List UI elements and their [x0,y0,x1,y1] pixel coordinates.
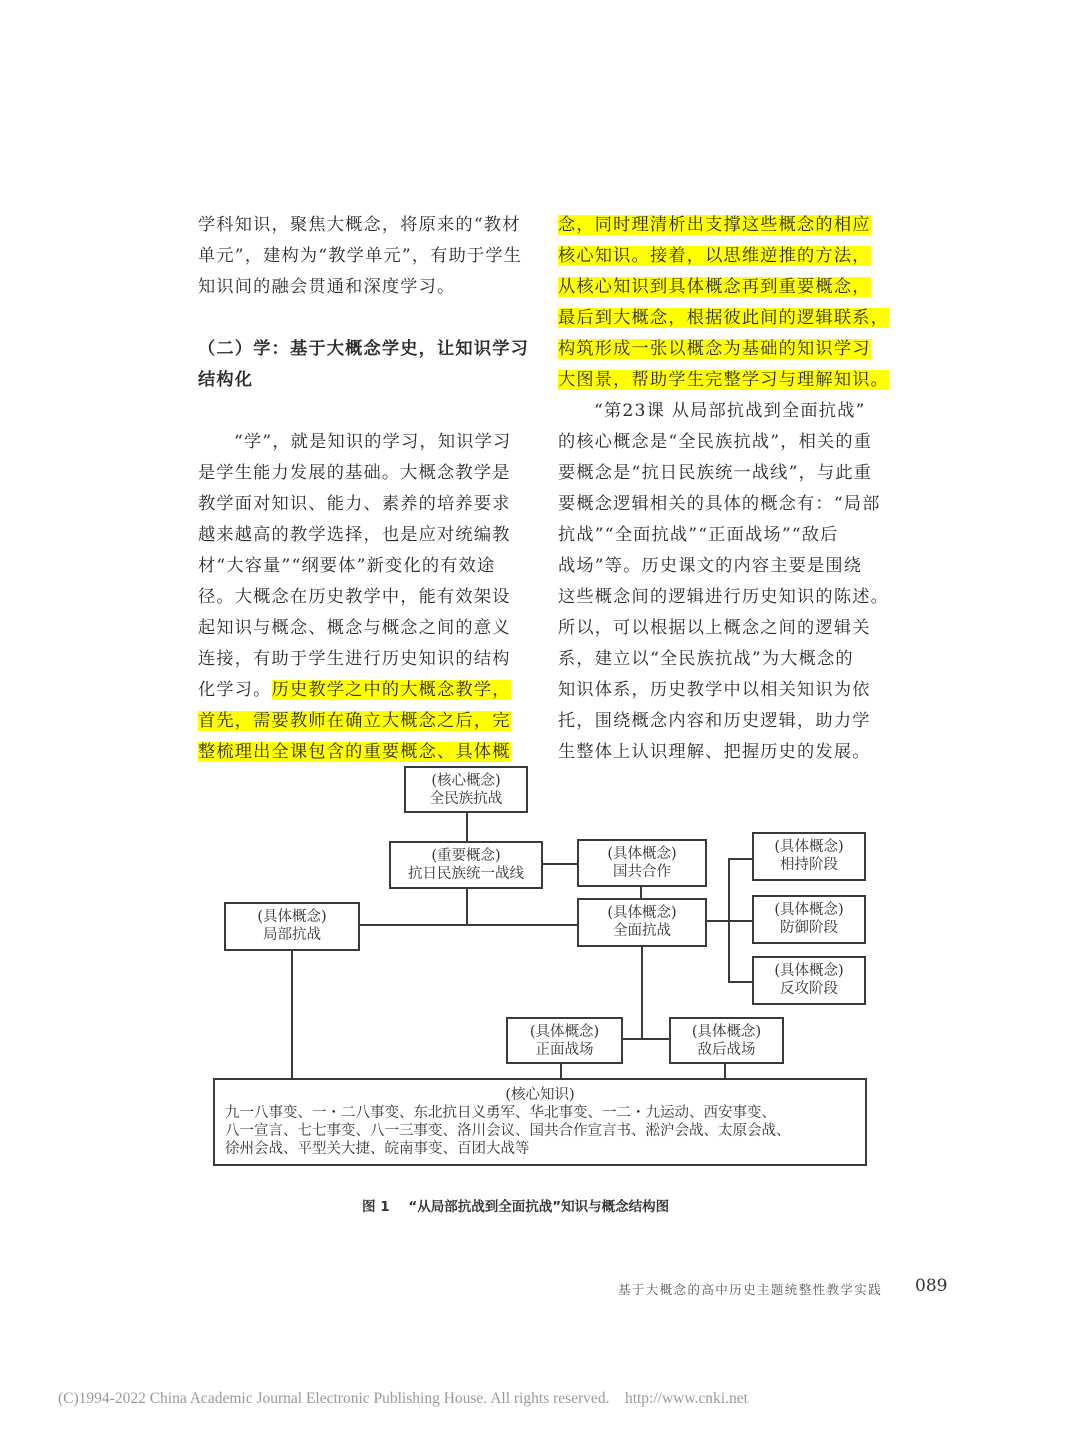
text-line: 的核心概念是“全民族抗战”，相关的重 [558,432,873,452]
text-line: 系，建立以“全民族抗战”为大概念的 [558,649,854,669]
node-jubu-kangzhan [224,902,360,951]
text-line: 生整体上认识理解、把握历史的发展。 [558,742,871,762]
connector-line [466,888,468,926]
text-line: 起知识与概念、概念与概念之间的意义 [198,618,511,638]
node-label: 抗日民族统一战线 [408,866,524,882]
node-gongchan-hezuo [577,839,707,887]
connector-line [728,981,753,983]
node-type: (具体概念) [257,909,327,925]
node-type: (具体概念) [774,839,844,855]
connector-line [291,950,293,1080]
highlighted-text: 大图景，帮助学生完整学习与理解知识。 [558,370,889,390]
section-heading: （二）学：基于大概念学史，让知识学习 [198,339,529,359]
node-label: 防御阶段 [780,920,838,936]
node-label: 敌后战场 [697,1042,756,1058]
running-title: 基于大概念的高中历史主题统整性教学实践 [618,1282,883,1297]
connector-line [640,886,642,898]
highlighted-text: 整梳理出全课包含的重要概念、具体概 [198,742,511,762]
connector-line [542,863,578,865]
text-line: 连接，有助于学生进行历史知识的结构 [198,649,511,669]
node-type: (重要概念) [431,848,501,864]
highlighted-text: 构筑形成一张以概念为基础的知识学习 [558,339,871,359]
text-line [558,241,893,272]
section-heading: 结构化 [198,370,254,390]
text-line: “第23课 从局部抗战到全面抗战” [594,401,866,421]
spacer [198,396,533,427]
node-type: (具体概念) [774,963,844,979]
text-line: 战场”等。历史课文的内容主要是围绕 [558,556,863,576]
text-line: “学”，就是知识的学习，知识学习 [234,432,512,452]
connector-line [622,1038,670,1040]
spacer [198,303,533,334]
text-line-mixed [198,675,533,706]
text-line: 要概念是“抗日民族统一战线”，与此重 [558,463,873,483]
highlighted-text: 从核心知识到具体概念再到重要概念， [558,277,871,297]
text-line [558,210,893,241]
node-quanmian-kangzhan [577,898,707,947]
node-type: (核心概念) [431,773,501,789]
connector-line [641,946,643,1038]
connector-line [359,924,578,926]
figure-caption: 图 1 “从局部抗战到全面抗战”知识与概念结构图 [362,1199,670,1215]
node-type: (具体概念) [607,846,677,862]
left-column [198,210,533,768]
connector-line [728,858,753,860]
highlighted-text: 首先，需要教师在确立大概念之后，完 [198,711,511,731]
text-line [198,706,533,737]
knowledge-line: 徐州会战、平型关大捷、皖南事变、百团大战等 [225,1141,530,1157]
node-label: 全民族抗战 [429,791,503,807]
node-label: 正面战场 [535,1042,594,1058]
node-type: (具体概念) [691,1024,762,1040]
text-line: 知识体系，历史教学中以相关知识为依 [558,680,871,700]
text-line [558,334,893,365]
text-line [558,272,893,303]
connector-line [466,812,468,842]
text-line: 学科知识，聚焦大概念，将原来的“教材 [198,215,521,235]
node-important-concept [389,841,543,889]
node-core-knowledge [213,1078,867,1166]
node-zhengmian-zhanchang [506,1017,623,1064]
node-label: 全面抗战 [613,923,671,939]
node-type: (具体概念) [774,902,844,918]
text-line: 这些概念间的逻辑进行历史知识的陈述。 [558,587,889,607]
node-core-concept [404,766,528,813]
text-line: 材“大容量”“纲要体”新变化的有效途 [198,556,496,576]
node-fangyu-jieduan [752,895,866,944]
text-line: 要概念逻辑相关的具体的概念有：“局部 [558,494,881,514]
highlighted-text: 核心知识。接着，以思维逆推的方法， [558,246,871,266]
text-line: 径。大概念在历史教学中，能有效架设 [198,587,511,607]
node-dihou-zhanchang [669,1017,784,1064]
node-label: 反攻阶段 [780,981,838,997]
text-line: 越来越高的教学选择，也是应对统编教 [198,525,511,545]
text-line: 教学面对知识、能力、素养的培养要求 [198,494,511,514]
text-line: 抗战”“全面抗战”“正面战场”“敌后 [558,525,839,545]
knowledge-line: 九一八事变、一・二八事变、东北抗日义勇军、华北事变、一二・九运动、西安事变、 [225,1105,776,1121]
text-line: 知识间的融会贯通和深度学习。 [198,277,456,297]
connector-line [724,1062,726,1079]
text-line: 托，围绕概念内容和历史逻辑，助力学 [558,711,871,731]
node-type: (具体概念) [607,905,677,921]
node-xiangchi-jieduan [752,832,866,881]
plain-text: 化学习。 [198,680,272,700]
connector-line [560,1062,562,1079]
node-type: (核心知识) [505,1087,575,1103]
node-label: 局部抗战 [263,927,321,943]
text-line: 所以，可以根据以上概念之间的逻辑关 [558,618,871,638]
text-line [558,365,893,396]
highlighted-text: 念，同时理清析出支撑这些概念的相应 [558,215,871,235]
highlighted-text: 最后到大概念，根据彼此间的逻辑联系， [558,308,889,328]
text-line [558,303,893,334]
text-line: 是学生能力发展的基础。大概念教学是 [198,463,511,483]
node-type: (具体概念) [529,1024,600,1040]
page-number: 089 [915,1276,948,1296]
connector-line [706,920,753,922]
text-line [198,737,533,768]
copyright-notice: (C)1994-2022 China Academic Journal Electronic Publishing House. All rights reserved. http://www.cnki.net [58,1390,748,1407]
node-label: 相持阶段 [780,857,838,873]
knowledge-line: 八一宣言、七七事变、八一三事变、洛川会议、国共合作宣言书、淞沪会战、太原会战、 [225,1123,791,1139]
highlighted-text: 历史教学之中的大概念教学， [271,680,511,700]
connector-line [728,858,730,982]
node-fangong-jieduan [752,956,866,1005]
node-label: 国共合作 [613,864,671,880]
right-column [558,210,893,768]
text-line: 单元”，建构为“教学单元”，有助于学生 [198,246,523,266]
